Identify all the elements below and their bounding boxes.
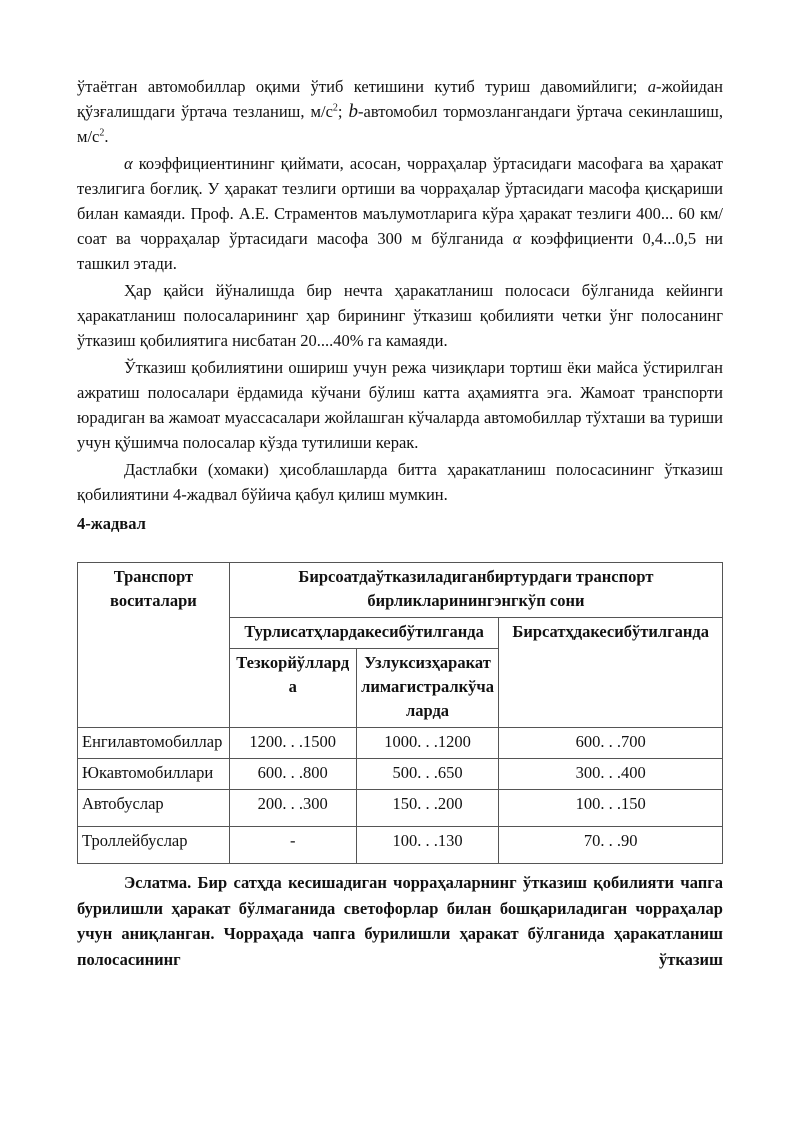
table-row — [78, 827, 723, 864]
row-name: Троллейбуслар — [78, 827, 230, 864]
row-name: Енгилавтомобиллар — [78, 728, 230, 759]
cell-continuous: 1000. . .1200 — [356, 728, 499, 759]
paragraph-5: Дастлабки (хомаки) ҳисоблашларда битта ҳаракатланиш полосасининг ўтказиш қобилиятини 4-жадвал бўйича қабул қилиш мумкин. — [77, 460, 723, 504]
header-continuous-streets: Узлуксизҳаракатлимагистралкўчаларда — [356, 649, 499, 728]
symbol-a: a — [647, 77, 657, 96]
paragraph-3: Ҳар қайси йўналишда бир нечта ҳаракатланиш полосаси бўлганида кейинги ҳаракатланиш полосаларининг ҳар бирининг ўтказиш қобилияти четки ўнг полосанинг ўтказиш қобилиятига нисбатан 20....40% га камаяди. — [77, 281, 723, 350]
cell-continuous: 100. . .130 — [356, 827, 499, 864]
paragraph-2 — [77, 151, 723, 276]
cell-fast: - — [229, 827, 356, 864]
paragraph-1-text-a: ўтаётган автомобиллар оқими ўтиб кетишини кутиб туриш давомийлиги; — [77, 77, 638, 96]
paragraph-4: Ўтказиш қобилиятини ошириш учун режа чизиқлари тортиш ёки майса ўстирилган ажратиш полосалари ёрдамида кўчани бўлиш катта аҳамиятга эга. Жамоат транспорти юрадиган ва жамоат муассасалари жойлашган кўчаларда автомобиллар тўхташи ва туриши учун қўшимча полосалар кўзда тутилиши керак. — [77, 358, 723, 452]
superscript-2: 2 — [332, 102, 338, 114]
paragraph-1 — [77, 74, 723, 149]
capacity-table — [77, 562, 723, 864]
separator: ; — [337, 102, 343, 121]
cell-continuous: 150. . .200 — [356, 790, 499, 827]
cell-same-level: 300. . .400 — [499, 759, 723, 790]
symbol-alpha-2: α — [512, 229, 522, 248]
paragraph-2-text-b: коэффициенти 0,4...0,5 ни ташкил этади. — [77, 229, 723, 273]
header-main: Бирсоатдаўтказиладиганбиртурдаги транспорт бирликларинингэнгкўп сони — [229, 563, 722, 618]
cell-fast: 1200. . .1500 — [229, 728, 356, 759]
paragraph-1-text-b: -жойидан қўзғалишдаги ўртача тезланиш, м/с — [77, 77, 723, 121]
period: . — [104, 127, 109, 146]
table-row — [78, 728, 723, 759]
header-same-level: Бирсатҳдакесибўтилганда — [499, 618, 723, 728]
symbol-b: b — [348, 101, 359, 122]
table-caption: 4-жадвал — [77, 514, 146, 533]
paragraph-2-text-a: коэффициентининг қиймати, асосан, чорраҳалар ўртасидаги масофага ва ҳаракат тезлигига боғлиқ. У ҳаракат тезлиги ортиши ва чорраҳалар ўртасидаги масофа қисқариши билан камаяди. Проф. А.Е. Страментов маълумотларига кўра ҳаракат тезлиги 400... 60 км/соат ва чорраҳалар ўртасидаги масофа 300 м бўлганида — [77, 154, 723, 248]
cell-continuous: 500. . .650 — [356, 759, 499, 790]
document-page — [77, 74, 723, 972]
row-name: Юкавтомобиллари — [78, 759, 230, 790]
cell-same-level: 600. . .700 — [499, 728, 723, 759]
cell-same-level: 70. . .90 — [499, 827, 723, 864]
paragraph-1-text-c: -автомобил тормозлангандаги ўртача секинлашиш, м/с — [77, 102, 723, 146]
cell-fast: 600. . .800 — [229, 759, 356, 790]
table-note: Эслатма. Бир сатҳда кесишадиган чорраҳаларнинг ўтказиш қобилияти чапга бурилишли ҳаракат бўлмаганида светофорлар билан бошқариладиган чорраҳалар учун аниқланган. Чорраҳада чапга бурилишли ҳаракат бўлганида ҳаракатланиш полосасининг ўтказиш — [77, 873, 723, 969]
symbol-alpha: α — [124, 154, 133, 173]
header-fast-roads: Тезкорйўлларда — [229, 649, 356, 728]
cell-fast: 200. . .300 — [229, 790, 356, 827]
cell-same-level: 100. . .150 — [499, 790, 723, 827]
header-transport: Транспорт воситалари — [78, 563, 230, 728]
header-different-levels: Турлисатҳлардакесибўтилганда — [229, 618, 499, 649]
row-name: Автобуслар — [78, 790, 230, 827]
table-row — [78, 759, 723, 790]
table-row — [78, 790, 723, 827]
superscript-2b: 2 — [99, 127, 105, 139]
